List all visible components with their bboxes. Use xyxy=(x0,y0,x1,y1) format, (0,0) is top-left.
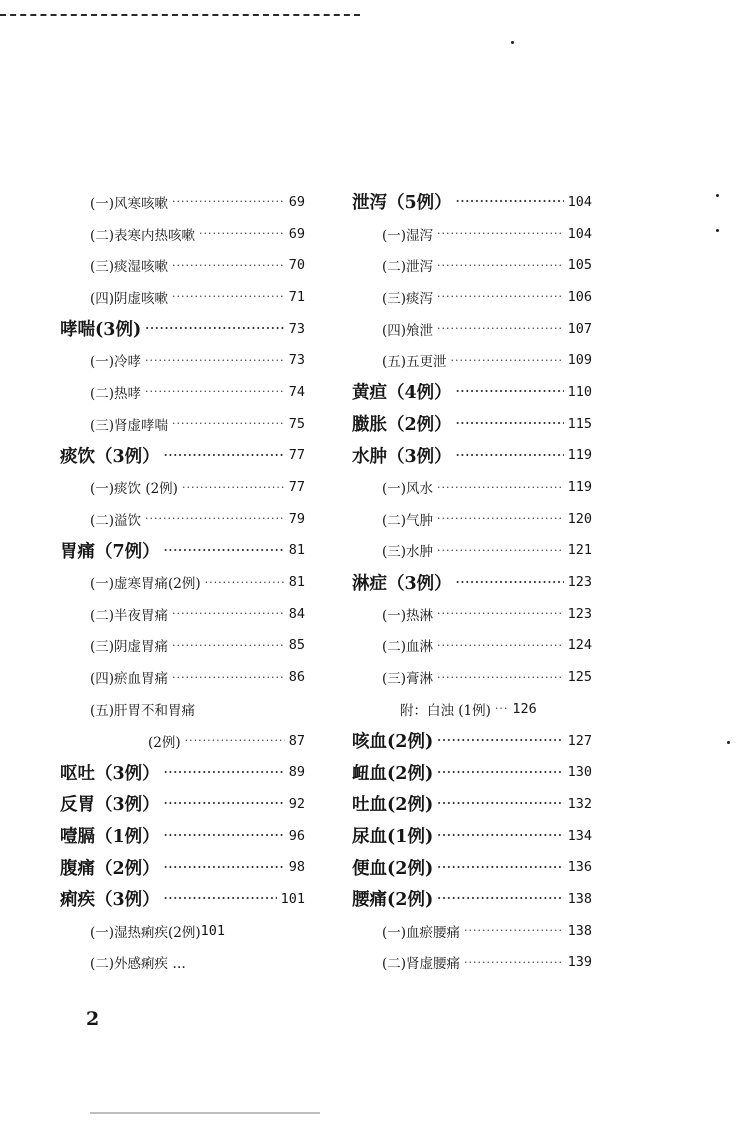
toc-entry xyxy=(60,630,305,662)
toc-entry xyxy=(352,281,592,313)
toc-entry-page: 75 xyxy=(288,415,305,432)
leader-dots xyxy=(164,861,285,874)
scan-speck xyxy=(511,41,514,44)
toc-entry xyxy=(352,408,592,440)
toc-entry xyxy=(60,947,305,979)
leader-dots xyxy=(464,956,564,969)
toc-entry-page: 105 xyxy=(567,257,592,274)
toc-entry-page: 124 xyxy=(567,637,592,654)
toc-entry xyxy=(352,630,592,662)
toc-entry-title: (一)风寒咳嗽 xyxy=(90,195,169,212)
leader-dots xyxy=(456,576,564,589)
leader-dots xyxy=(437,797,563,810)
toc-entry xyxy=(60,725,305,757)
toc-entry-title: 便血(2例) xyxy=(352,858,434,879)
leader-dots xyxy=(172,607,285,620)
toc-entry-title: 胃痛（7例） xyxy=(60,541,160,562)
toc-entry-page: 69 xyxy=(288,225,305,242)
leader-dots xyxy=(437,671,564,684)
toc-entry-title: (二)外感痢疾 … xyxy=(90,956,186,973)
toc-entry-page: 138 xyxy=(567,922,592,939)
leader-dots xyxy=(185,734,285,747)
toc-entry xyxy=(352,344,592,376)
toc-entry xyxy=(352,440,592,472)
leader-dots xyxy=(172,417,285,430)
toc-entry xyxy=(60,471,305,503)
leader-dots xyxy=(164,797,285,810)
toc-entry-title: (三)痰湿咳嗽 xyxy=(90,259,169,276)
toc-entry xyxy=(352,693,592,725)
leader-dots xyxy=(199,227,285,240)
scan-speck xyxy=(727,741,730,744)
toc-entry xyxy=(60,186,305,218)
scan-speck xyxy=(716,229,719,232)
toc-entry-title: 呕吐（3例） xyxy=(60,763,160,784)
toc-entry-title: 痰饮（3例） xyxy=(60,446,160,467)
toc-entry-title: (四)瘀血胃痛 xyxy=(90,671,169,688)
toc-entry-page: 123 xyxy=(567,574,592,591)
leader-dots xyxy=(437,290,564,303)
top-dashed-rule xyxy=(0,0,360,16)
toc-entry xyxy=(352,186,592,218)
toc-entry xyxy=(60,313,305,345)
toc-entry xyxy=(60,218,305,250)
toc-entry xyxy=(60,281,305,313)
toc-entry xyxy=(60,788,305,820)
toc-entry-page: 87 xyxy=(288,732,305,749)
scan-speck xyxy=(716,194,719,197)
leader-dots xyxy=(437,829,563,842)
toc-entry-title: (二)气肿 xyxy=(382,512,434,529)
leader-dots xyxy=(172,195,285,208)
toc-entry-title: (一)风水 xyxy=(382,481,434,498)
toc-entry xyxy=(60,756,305,788)
toc-entry-page: 98 xyxy=(288,859,305,876)
toc-entry xyxy=(352,820,592,852)
toc-entry-page: 119 xyxy=(567,479,592,496)
toc-entry-page: 110 xyxy=(567,383,592,400)
toc-entry-title: (二)表寒内热咳嗽 xyxy=(90,227,196,244)
toc-entry-page: 130 xyxy=(567,764,592,781)
toc-entry-page: 120 xyxy=(567,510,592,527)
toc-entry-title: (一)热淋 xyxy=(382,607,434,624)
toc-entry-title: (三)膏淋 xyxy=(382,671,434,688)
toc-entry-title: (一)湿泻 xyxy=(382,227,434,244)
toc-entry-title: 痢疾（3例） xyxy=(60,890,160,911)
toc-entry-page: 86 xyxy=(288,669,305,686)
toc-entry-page: 123 xyxy=(567,605,592,622)
toc-entry-page: 107 xyxy=(567,320,592,337)
leader-dots xyxy=(172,290,285,303)
toc-entry-title: 腹痛（2例） xyxy=(60,858,160,879)
leader-dots xyxy=(437,892,563,905)
toc-entry-title: (二)半夜胃痛 xyxy=(90,607,169,624)
toc-entry xyxy=(352,947,592,979)
toc-entry-page: 104 xyxy=(567,225,592,242)
leader-dots xyxy=(164,449,285,462)
toc-entry-title: (二)溢饮 xyxy=(90,512,142,529)
toc-entry-page: 77 xyxy=(288,447,305,464)
toc-entry-title: (二)泄泻 xyxy=(382,259,434,276)
toc-entry xyxy=(60,566,305,598)
toc-entry xyxy=(60,661,305,693)
toc-entry-title: (一)冷哮 xyxy=(90,354,142,371)
leader-dots xyxy=(172,671,285,684)
leader-dots xyxy=(437,481,564,494)
toc-entry-title: 附：白浊 (1例) xyxy=(400,702,491,719)
leader-dots xyxy=(164,766,285,779)
toc-entry-title: 哮喘(3例) xyxy=(60,320,142,341)
toc-entry-title: (三)肾虚哮喘 xyxy=(90,417,169,434)
leader-dots xyxy=(437,322,564,335)
leader-dots xyxy=(437,259,564,272)
toc-entry xyxy=(60,440,305,472)
toc-entry xyxy=(60,820,305,852)
toc-entry xyxy=(60,249,305,281)
toc-entry-title: (二)血淋 xyxy=(382,639,434,656)
toc-entry-title: 噎膈（1例） xyxy=(60,827,160,848)
toc-entry-title: 腰痛(2例) xyxy=(352,890,434,911)
toc-entry-page: 126 xyxy=(512,700,537,717)
toc-entry-page: 134 xyxy=(567,827,592,844)
toc-entry-title: (一)虚寒胃痛(2例) xyxy=(90,576,201,593)
leader-dots xyxy=(437,607,564,620)
toc-entry-page: 73 xyxy=(288,320,305,337)
toc-entry-title: 反胃（3例） xyxy=(60,795,160,816)
scan-smudge xyxy=(90,1112,320,1114)
toc-entry-title: (三)水肿 xyxy=(382,544,434,561)
toc-entry-page: 115 xyxy=(567,415,592,432)
leader-dots xyxy=(437,734,563,747)
leader-dots xyxy=(456,449,564,462)
toc-entry xyxy=(352,313,592,345)
toc-entry-title: (三)阴虚胃痛 xyxy=(90,639,169,656)
toc-entry-page: 127 xyxy=(567,732,592,749)
leader-dots xyxy=(145,354,285,367)
toc-entry-title: 水肿（3例） xyxy=(352,446,452,467)
toc-entry-title: (一)湿热痢疾(2例) xyxy=(90,924,201,941)
toc-entry-page: 125 xyxy=(567,669,592,686)
leader-dots xyxy=(456,195,564,208)
toc-entry-page: 132 xyxy=(567,795,592,812)
toc-entry xyxy=(60,535,305,567)
leader-dots xyxy=(495,702,509,715)
toc-entry-title: (二)肾虚腰痛 xyxy=(382,956,461,973)
leader-dots xyxy=(205,576,285,589)
toc-entry-title: (一)血瘀腰痛 xyxy=(382,924,461,941)
page-number: 2 xyxy=(86,1008,100,1030)
toc-entry-page: 69 xyxy=(288,193,305,210)
toc-entry xyxy=(352,471,592,503)
toc-entry-title: 淋症（3例） xyxy=(352,573,452,594)
toc-entry xyxy=(60,376,305,408)
toc-entry-page: 96 xyxy=(288,827,305,844)
toc-entry-title: 黄疸（4例） xyxy=(352,383,452,404)
toc-entry-page: 85 xyxy=(288,637,305,654)
toc-entry xyxy=(60,883,305,915)
leader-dots xyxy=(172,259,285,272)
toc-entry xyxy=(352,535,592,567)
toc-entry-title: (一)痰饮 (2例) xyxy=(90,481,178,498)
toc-entry-page: 136 xyxy=(567,859,592,876)
leader-dots xyxy=(437,639,564,652)
leader-dots xyxy=(145,512,285,525)
toc-entry-title: 尿血(1例) xyxy=(352,827,434,848)
toc-entry-page: 138 xyxy=(567,890,592,907)
toc-entry xyxy=(352,851,592,883)
leader-dots xyxy=(164,829,285,842)
toc-entry-title: (2例) xyxy=(148,734,181,751)
toc-entry-title: (四)飧泄 xyxy=(382,322,434,339)
toc-entry xyxy=(60,408,305,440)
toc-entry-title: 咳血(2例) xyxy=(352,732,434,753)
leader-dots xyxy=(164,544,285,557)
toc-entry-title: (二)热哮 xyxy=(90,385,142,402)
toc-entry-page: 104 xyxy=(567,193,592,210)
toc-left-column xyxy=(60,186,305,978)
leader-dots xyxy=(164,892,277,905)
toc-entry-title: (三)痰泻 xyxy=(382,290,434,307)
toc-right-column xyxy=(352,186,592,978)
toc-entry-title: (五)肝胃不和胃痛 xyxy=(90,702,196,719)
toc-entry xyxy=(352,218,592,250)
toc-entry-title: 臌胀（2例） xyxy=(352,415,452,436)
leader-dots xyxy=(437,227,564,240)
toc-entry xyxy=(352,376,592,408)
toc-entry-page: 79 xyxy=(288,510,305,527)
toc-entry xyxy=(352,788,592,820)
leader-dots xyxy=(437,512,564,525)
toc-entry-page: 139 xyxy=(567,954,592,971)
leader-dots xyxy=(172,639,285,652)
toc-entry xyxy=(352,915,592,947)
leader-dots xyxy=(145,322,284,335)
toc-entry-page: 73 xyxy=(288,352,305,369)
leader-dots xyxy=(145,385,285,398)
leader-dots xyxy=(456,417,564,430)
toc-entry-title: 泄泻（5例） xyxy=(352,193,452,214)
toc-entry-page: 101 xyxy=(200,922,226,939)
leader-dots xyxy=(437,861,563,874)
toc-entry-page: 109 xyxy=(567,352,592,369)
toc-entry-title: 衄血(2例) xyxy=(352,763,434,784)
toc-entry-page: 77 xyxy=(288,479,305,496)
toc-entry xyxy=(352,249,592,281)
toc-entry xyxy=(352,503,592,535)
toc-entry-page: 81 xyxy=(288,542,305,559)
toc-entry-page: 81 xyxy=(288,574,305,591)
toc-entry-page: 71 xyxy=(288,288,305,305)
toc-entry xyxy=(60,503,305,535)
leader-dots xyxy=(464,924,564,937)
toc-entry-title: 吐血(2例) xyxy=(352,795,434,816)
toc-entry xyxy=(352,598,592,630)
toc-entry xyxy=(352,883,592,915)
toc-entry-page: 121 xyxy=(567,542,592,559)
leader-dots xyxy=(451,354,564,367)
leader-dots xyxy=(437,544,564,557)
toc-entry xyxy=(60,344,305,376)
toc-entry xyxy=(352,566,592,598)
toc-entry-page: 70 xyxy=(288,257,305,274)
toc-entry-title: (四)阴虚咳嗽 xyxy=(90,290,169,307)
toc-entry-page: 92 xyxy=(288,795,305,812)
toc-entry xyxy=(60,915,305,947)
toc-entry-title: (五)五更泄 xyxy=(382,354,447,371)
toc-entry-page: 84 xyxy=(288,605,305,622)
toc-entry xyxy=(352,661,592,693)
toc-entry-page: 89 xyxy=(288,764,305,781)
leader-dots xyxy=(182,481,285,494)
toc-entry-page: 119 xyxy=(567,447,592,464)
leader-dots xyxy=(456,385,564,398)
toc-entry xyxy=(60,851,305,883)
toc-entry xyxy=(60,693,305,725)
toc-entry xyxy=(352,756,592,788)
leader-dots xyxy=(437,766,563,779)
toc-entry xyxy=(60,598,305,630)
toc-entry xyxy=(352,725,592,757)
toc-entry-page: 101 xyxy=(280,890,305,907)
toc-entry-page: 106 xyxy=(567,288,592,305)
toc-entry-page: 74 xyxy=(288,383,305,400)
